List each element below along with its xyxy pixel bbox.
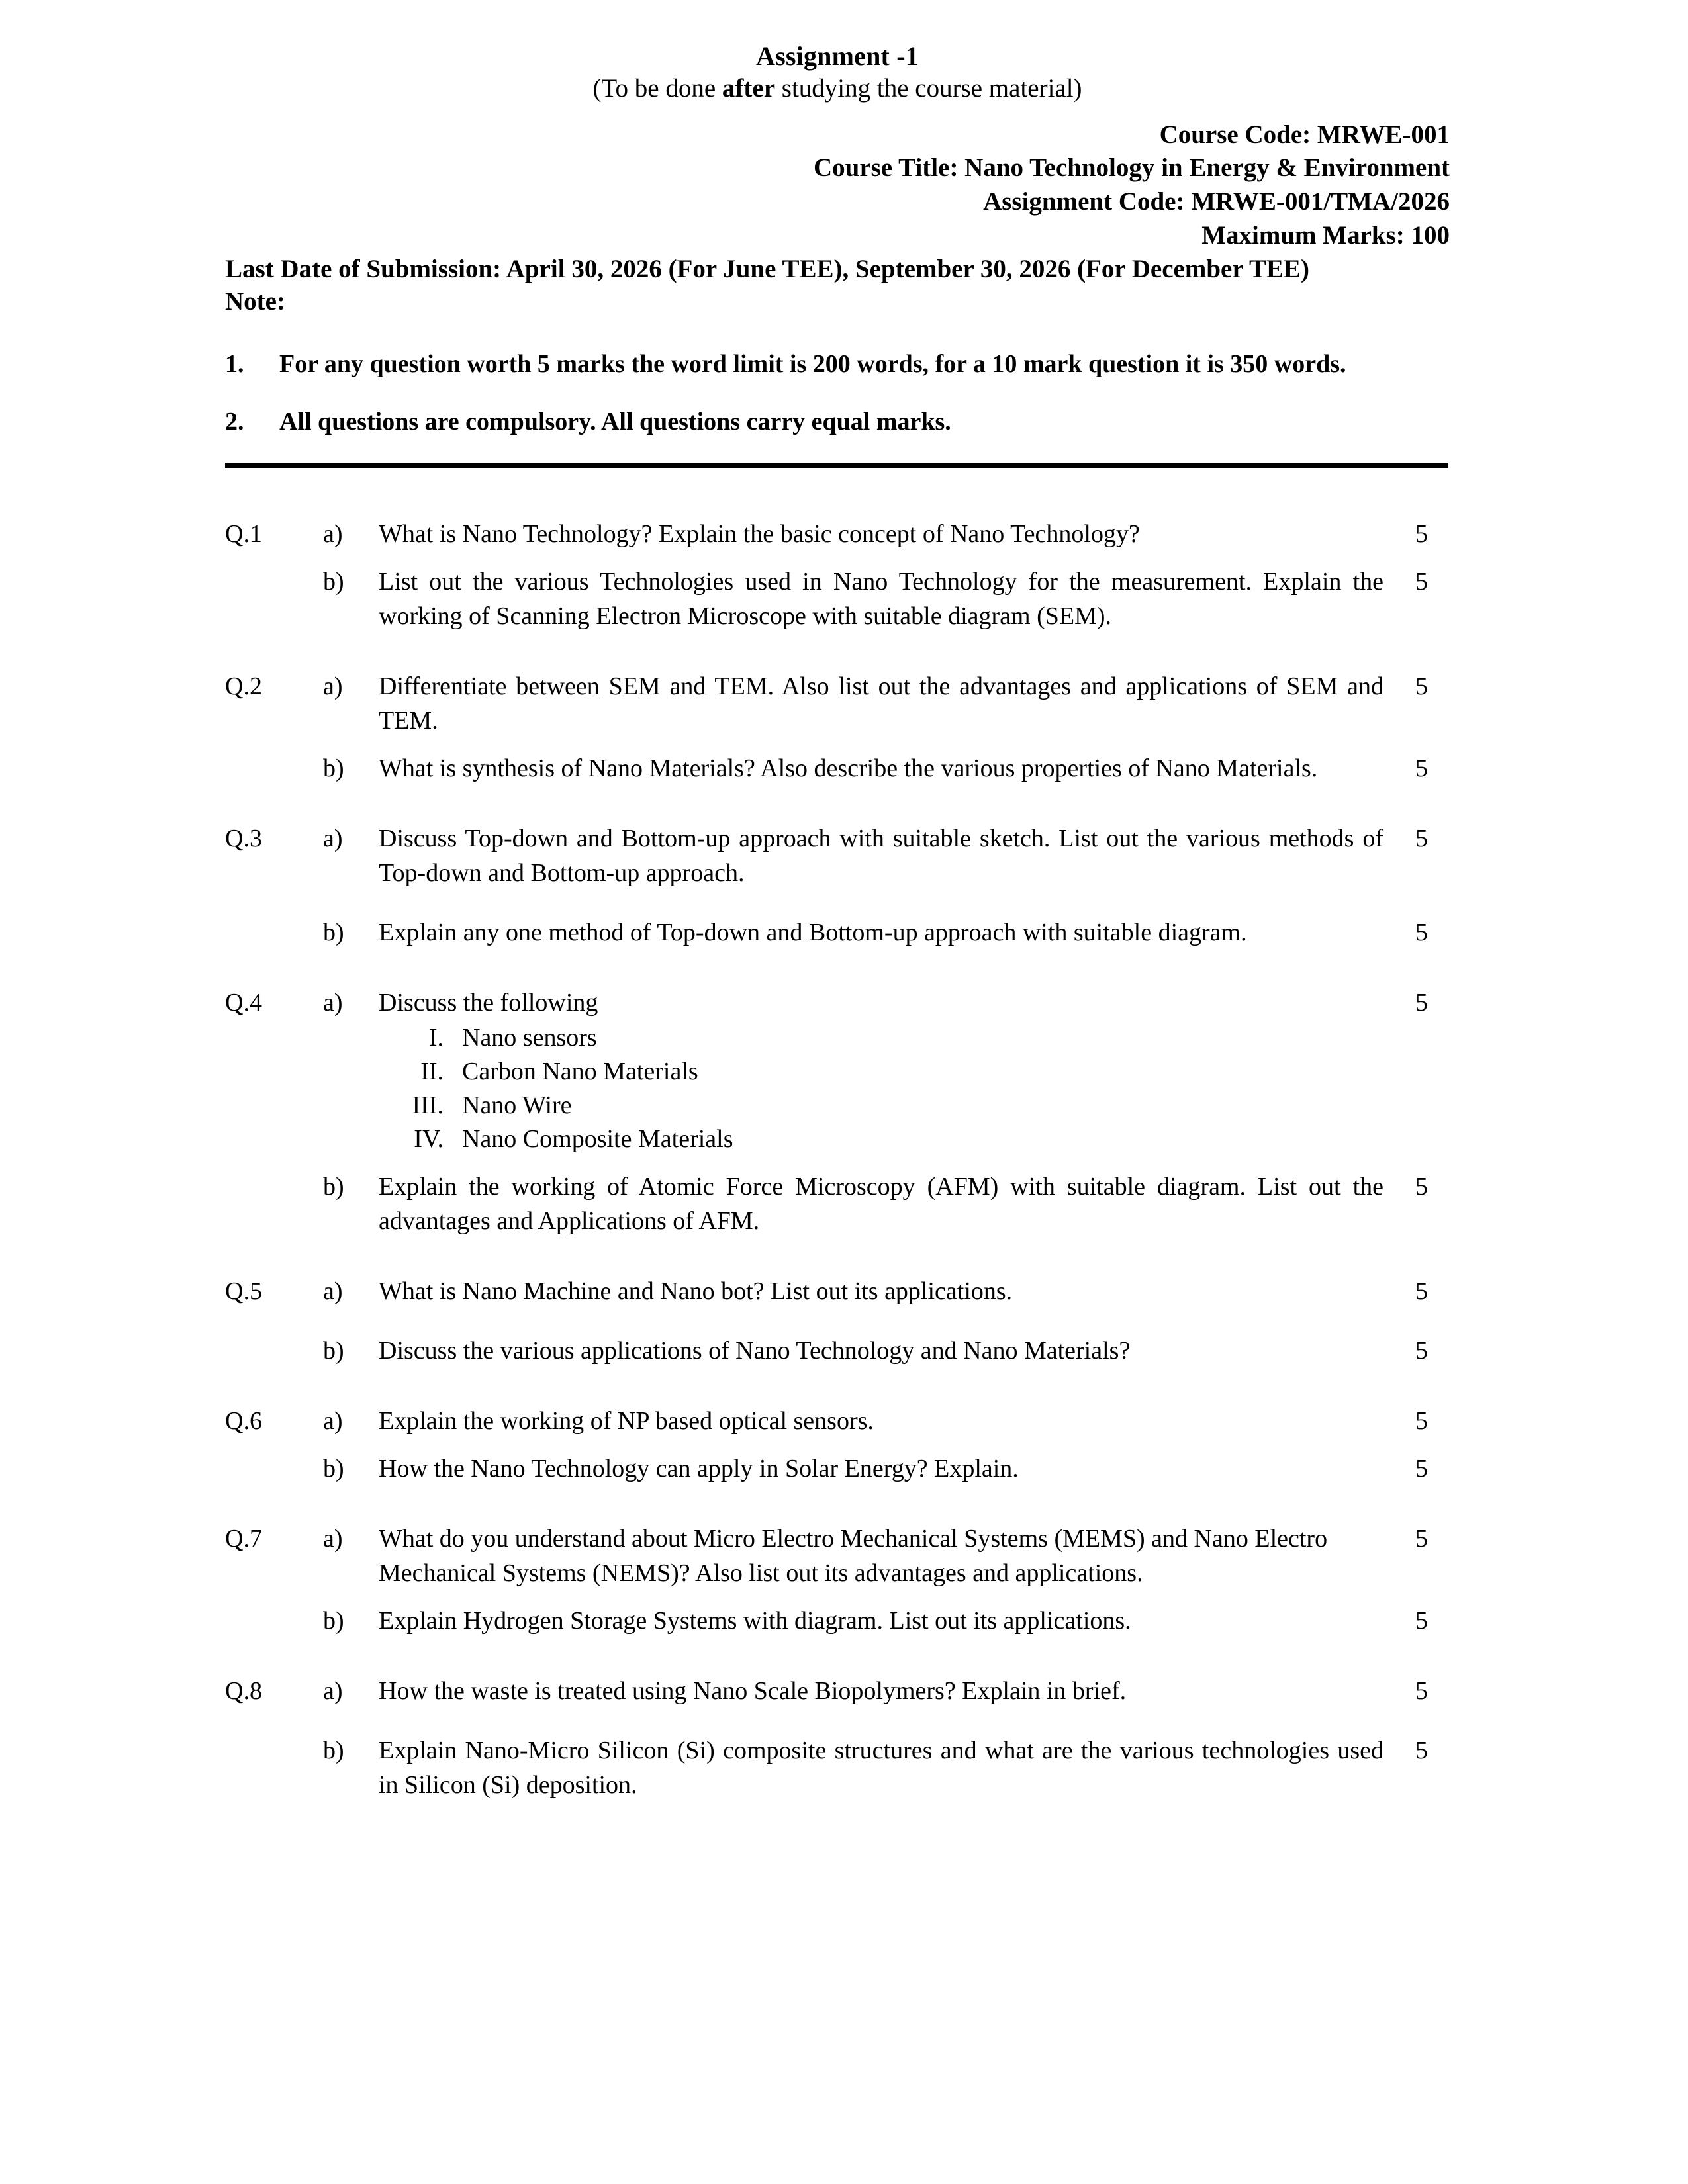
note-number: 1. (225, 349, 244, 378)
questions-list (225, 517, 1450, 1803)
sub-item-text: Nano Wire (462, 1091, 572, 1119)
sub-item-numeral: II. (420, 1058, 444, 1086)
part-text: Discuss the following (379, 989, 598, 1017)
part-text: What is Nano Technology? Explain the basic concept of Nano Technology? (379, 520, 1140, 548)
part-label: b) (323, 567, 344, 596)
note-label: Note: (225, 287, 285, 316)
sub-list-item (393, 1089, 1386, 1122)
part-text: How the Nano Technology can apply in Solar Energy? Explain. (379, 1455, 1019, 1483)
subtitle-emphasis: after (722, 74, 776, 103)
spacer (225, 1486, 1450, 1522)
part-marks: 5 (1415, 919, 1428, 947)
note-text: All questions are compulsory. All questions carry equal marks. (279, 407, 951, 435)
part-body (379, 821, 1386, 890)
subtitle-prefix: (To be done (592, 74, 722, 103)
part-marks: 5 (1415, 1525, 1428, 1553)
part-text: Discuss the various applications of Nano Technology and Nano Materials? (379, 1336, 1131, 1365)
part-text: Explain the working of Atomic Force Microscopy (AFM) with suitable diagram. List out the advantages and Applications of AFM. (379, 1172, 1383, 1235)
part-text: Explain the working of NP based optical sensors. (379, 1406, 874, 1435)
part-marks: 5 (1415, 672, 1428, 700)
part-body (379, 1674, 1386, 1708)
part-label: a) (323, 1277, 343, 1305)
notes-list (225, 347, 1450, 439)
spacer (225, 738, 1450, 751)
question-part (225, 1334, 1450, 1368)
document-content (225, 41, 1450, 1802)
part-body (379, 1169, 1386, 1238)
spacer (225, 890, 1450, 915)
question-part (225, 1451, 1450, 1486)
part-body (379, 1404, 1386, 1438)
question-part (225, 1604, 1450, 1638)
spacer (225, 1156, 1450, 1169)
sub-item-numeral: III. (412, 1091, 444, 1119)
part-body (379, 1522, 1386, 1590)
question-number: Q.4 (225, 989, 262, 1017)
sub-item-numeral: I. (428, 1024, 444, 1052)
question-part (225, 985, 1450, 1156)
question-number: Q.3 (225, 824, 262, 852)
spacer (225, 1438, 1450, 1451)
question-number: Q.2 (225, 672, 262, 700)
part-label: b) (323, 1455, 344, 1483)
course-meta-block (225, 118, 1450, 253)
part-text: How the waste is treated using Nano Scale Biopolymers? Explain in brief. (379, 1677, 1127, 1706)
question-number: Q.7 (225, 1525, 262, 1553)
note-text: For any question worth 5 marks the word limit is 200 words, for a 10 mark question it is 350 words. (279, 349, 1346, 378)
part-text: Explain Hydrogen Storage Systems with diagram. List out its applications. (379, 1607, 1131, 1635)
spacer (225, 1590, 1450, 1604)
roman-sub-list (379, 1021, 1386, 1156)
spacer (225, 1368, 1450, 1404)
question-part (225, 1274, 1450, 1308)
spacer (225, 1308, 1450, 1334)
page-title: Assignment -1 (756, 41, 919, 71)
part-text: Explain Nano-Micro Silicon (Si) composite structures and what are the various technologies used in Silicon (Si) deposition. (379, 1737, 1383, 1799)
sub-item-text: Nano Composite Materials (462, 1124, 733, 1153)
question-part (225, 821, 1450, 890)
part-marks: 5 (1415, 824, 1428, 852)
question-group (225, 985, 1450, 1238)
part-label: a) (323, 1677, 343, 1706)
part-text: What is synthesis of Nano Materials? Also describe the various properties of Nano Materials. (379, 754, 1318, 782)
part-label: a) (323, 1525, 343, 1553)
question-group (225, 821, 1450, 950)
subtitle-suffix: studying the course material) (775, 74, 1082, 103)
assignment-code: Assignment Code: MRWE-001/TMA/2026 (983, 187, 1450, 216)
part-marks: 5 (1415, 1277, 1428, 1305)
note-item (225, 347, 1450, 381)
spacer (225, 1638, 1450, 1674)
part-body (379, 985, 1386, 1156)
part-body (379, 751, 1386, 786)
part-marks: 5 (1415, 754, 1428, 782)
part-body (379, 915, 1386, 950)
question-group (225, 1674, 1450, 1802)
part-label: a) (323, 520, 343, 548)
sub-item-text: Nano sensors (462, 1024, 597, 1052)
part-marks: 5 (1415, 1406, 1428, 1435)
part-text: Explain any one method of Top-down and Bottom-up approach with suitable diagram. (379, 919, 1247, 947)
part-label: a) (323, 989, 343, 1017)
part-marks: 5 (1415, 567, 1428, 596)
question-group (225, 1404, 1450, 1486)
part-text: Differentiate between SEM and TEM. Also list out the advantages and applications of SEM and TEM. (379, 672, 1383, 735)
part-label: b) (323, 1336, 344, 1365)
part-label: a) (323, 672, 343, 700)
question-part (225, 565, 1450, 633)
question-number: Q.8 (225, 1677, 262, 1706)
section-divider (225, 463, 1448, 468)
question-group (225, 669, 1450, 786)
part-text: Discuss Top-down and Bottom-up approach with suitable sketch. List out the various methods of Top-down and Bottom-up approach. (379, 824, 1383, 887)
question-group (225, 517, 1450, 633)
part-text: What is Nano Machine and Nano bot? List out its applications. (379, 1277, 1013, 1305)
question-part (225, 915, 1450, 950)
part-marks: 5 (1415, 1677, 1428, 1706)
question-number: Q.6 (225, 1406, 262, 1435)
course-code: Course Code: MRWE-001 (1159, 120, 1450, 149)
part-label: b) (323, 1607, 344, 1635)
part-label: a) (323, 1406, 343, 1435)
part-marks: 5 (1415, 989, 1428, 1017)
spacer (225, 950, 1450, 985)
sub-item-text: Carbon Nano Materials (462, 1058, 698, 1086)
part-body (379, 565, 1386, 633)
note-number: 2. (225, 407, 244, 435)
question-number: Q.1 (225, 520, 262, 548)
maximum-marks: Maximum Marks: 100 (1201, 220, 1450, 250)
question-part (225, 1733, 1450, 1802)
question-part (225, 1404, 1450, 1438)
spacer (225, 786, 1450, 821)
last-date-of-submission: Last Date of Submission: April 30, 2026 (For June TEE), September 30, 2026 (For December TEE) (225, 255, 1309, 284)
part-body (379, 1334, 1386, 1368)
sub-item-numeral: IV. (414, 1124, 444, 1153)
part-body (379, 669, 1386, 738)
part-body (379, 1451, 1386, 1486)
part-marks: 5 (1415, 1336, 1428, 1365)
question-part (225, 517, 1450, 551)
sub-list-item (393, 1122, 1386, 1156)
question-part (225, 1169, 1450, 1238)
part-marks: 5 (1415, 1607, 1428, 1635)
part-label: b) (323, 919, 344, 947)
part-body (379, 1604, 1386, 1638)
sub-list-item (393, 1055, 1386, 1089)
course-title: Course Title: Nano Technology in Energy & Environment (813, 154, 1450, 183)
part-label: a) (323, 824, 343, 852)
question-part (225, 669, 1450, 738)
question-part (225, 1522, 1450, 1590)
page-subtitle (225, 73, 1450, 103)
spacer (225, 1708, 1450, 1733)
part-marks: 5 (1415, 1172, 1428, 1201)
part-label: b) (323, 1737, 344, 1765)
part-body (379, 1274, 1386, 1308)
sub-list-item (393, 1021, 1386, 1055)
part-text: List out the various Technologies used in Nano Technology for the measurement. Explain the working of Scanning Electron Microscope with suitable diagram (SEM). (379, 567, 1383, 630)
note-item (225, 405, 1450, 439)
question-part (225, 1674, 1450, 1708)
question-group (225, 1274, 1450, 1368)
spacer (225, 633, 1450, 669)
part-marks: 5 (1415, 520, 1428, 548)
spacer (225, 1238, 1450, 1274)
part-marks: 5 (1415, 1737, 1428, 1765)
question-part (225, 751, 1450, 786)
part-label: b) (323, 1172, 344, 1201)
question-number: Q.5 (225, 1277, 262, 1305)
part-text: What do you understand about Micro Electro Mechanical Systems (MEMS) and Nano Electro Mechanical Systems (NEMS)? Also list out its advantages and applications. (379, 1525, 1328, 1588)
spacer (225, 551, 1450, 565)
part-body (379, 517, 1386, 551)
part-label: b) (323, 754, 344, 782)
part-marks: 5 (1415, 1455, 1428, 1483)
part-body (379, 1733, 1386, 1802)
question-group (225, 1522, 1450, 1638)
